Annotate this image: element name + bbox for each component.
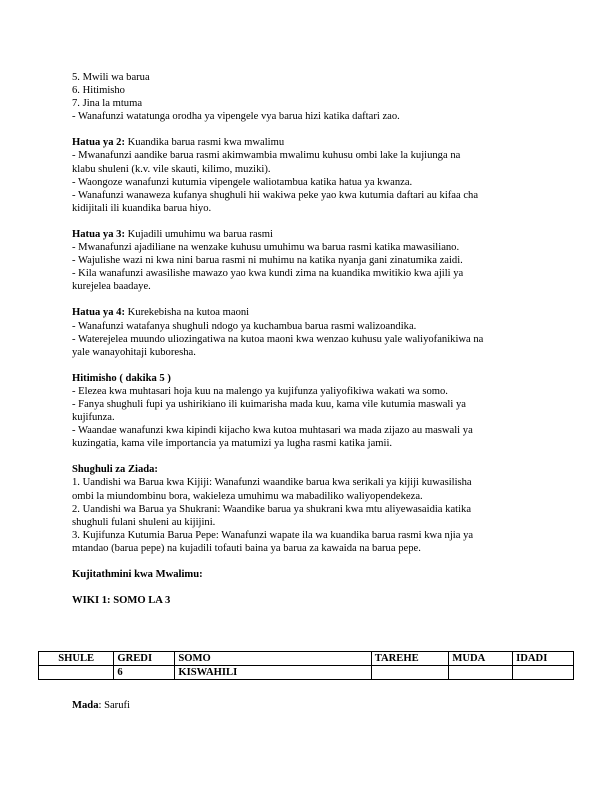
step3-heading	[72, 228, 550, 241]
step2-heading	[72, 136, 550, 149]
table-header-cell: SOMO	[175, 652, 371, 666]
extra-line: 3. Kujifunza Kutumia Barua Pepe: Wanafunzi wapate ila wa kuandika barua rasmi kwa njia ya	[72, 529, 474, 541]
step2-title: Kuandika barua rasmi kwa mwalimu	[124, 137, 285, 149]
lesson-info-table	[38, 651, 574, 680]
step3-line: kurejelea baadaye.	[72, 281, 151, 293]
step2-line: kidijitali ili kuandika barua hiyo.	[72, 202, 212, 214]
table-cell	[513, 666, 574, 680]
self-eval-heading: Kujitathmini kwa Mwalimu:	[72, 569, 203, 580]
step3-line: - Wajulishe wazi ni kwa nini barua rasmi ni muhimu na katika nyanja gani zinatumika zaidi.	[72, 255, 463, 267]
mada-label: Mada	[72, 700, 99, 711]
document-body	[72, 71, 550, 607]
step2-line: - Waongoze wanafunzi kutumia vipengele waliotambua katika hatua ya kwanza.	[72, 176, 413, 188]
table-row	[39, 666, 574, 680]
step3-line: - Mwanafunzi ajadiliane na wenzake kuhusu umuhimu wa barua rasmi katika mawasiliano.	[72, 242, 460, 254]
step4-line: - Wanafunzi watafanya shughuli ndogo ya kuchambua barua rasmi walizoandika.	[72, 320, 417, 332]
week-heading: WIKI 1: SOMO LA 3	[72, 595, 171, 607]
table-cell	[371, 666, 449, 680]
step3-title: Kujadili umuhimu wa barua rasmi	[124, 228, 273, 240]
step2-line: - Wanafunzi wanaweza kufanya shughuli hii wakiwa peke yao kwa kutumia daftari au kifaa cha	[72, 189, 479, 201]
step4-title: Kurekebisha na kutoa maoni	[124, 307, 250, 319]
conclusion-heading: Hitimisho ( dakika 5 )	[72, 372, 171, 384]
step2-line: - Mwanafunzi aandike barua rasmi akimwambia mwalimu kuhusu ombi lake la kujiunga na	[72, 150, 461, 162]
conclusion-line: - Elezea kwa muhtasari hoja kuu na malengo ya kujifunza yaliyofikiwa wakati wa somo.	[72, 385, 448, 397]
extra-line: 2. Uandishi wa Barua ya Shukrani: Waandike barua ya shukrani kwa mtu aliyewasaidia katika	[72, 503, 472, 515]
step3-line: - Kila wanafunzi awasilishe mawazo yao kwa kundi zima na kuandika mwitikio kwa ajili ya	[72, 268, 464, 280]
mada-line	[72, 700, 130, 711]
conclusion-line: - Waandae wanafunzi kwa kipindi kijacho kwa kutoa muhtasari wa mada zijazo au maswali ya	[72, 425, 473, 437]
table-cell	[39, 666, 114, 680]
list-item: 6. Hitimisho	[72, 85, 125, 97]
extra-line: mtandao (barua pepe) na kujadili tofauti baina ya barua za kawaida na barua pepe.	[72, 542, 421, 554]
step2-line: klabu shuleni (k.v. vile skauti, kilimo, muziki).	[72, 163, 271, 175]
step2-label: Hatua ya 2:	[72, 137, 125, 149]
extra-line: shughuli fulani shuleni au kijijini.	[72, 516, 216, 528]
table-header-cell: GREDI	[114, 652, 175, 666]
list-note: - Wanafunzi watatunga orodha ya vipengele vya barua hizi katika daftari zao.	[72, 111, 400, 123]
step4-line: yale wanayohitaji kuboresha.	[72, 346, 196, 358]
table-cell: 6	[114, 666, 175, 680]
table-header-cell: TAREHE	[371, 652, 449, 666]
conclusion-line: - Fanya shughuli fupi ya ushirikiano ili kuimarisha mada kuu, kama vile kutumia maswali ya	[72, 398, 466, 410]
step4-heading	[72, 306, 550, 319]
list-item: 5. Mwili wa barua	[72, 72, 150, 83]
extra-line: 1. Uandishi wa Barua kwa Kijiji: Wanafunzi waandike barua kwa serikali ya kijiji kuwasilisha	[72, 477, 472, 489]
extra-line: ombi la miundombinu bora, wakieleza umuhimu wa mabadiliko waliyopendekeza.	[72, 490, 423, 502]
list-item: 7. Jina la mtuma	[72, 98, 143, 110]
table-header-cell: MUDA	[449, 652, 513, 666]
table-cell	[449, 666, 513, 680]
step4-label: Hatua ya 4:	[72, 307, 125, 319]
step3-label: Hatua ya 3:	[72, 228, 125, 240]
table-header-cell: SHULE	[39, 652, 114, 666]
mada-value: : Sarufi	[98, 700, 130, 711]
table-header-row	[39, 652, 574, 666]
extra-heading: Shughuli za Ziada:	[72, 464, 158, 476]
table-header-cell: IDADI	[513, 652, 574, 666]
conclusion-line: kujifunza.	[72, 412, 115, 424]
step4-line: - Waterejelea muundo uliozingatiwa na kutoa maoni kwa wenzao kuhusu yale waliyofanikiwa na	[72, 333, 484, 345]
table-cell: KISWAHILI	[175, 666, 371, 680]
conclusion-line: kuzingatia, kama vile importancia ya matumizi ya lugha rasmi katika jamii.	[72, 438, 393, 450]
